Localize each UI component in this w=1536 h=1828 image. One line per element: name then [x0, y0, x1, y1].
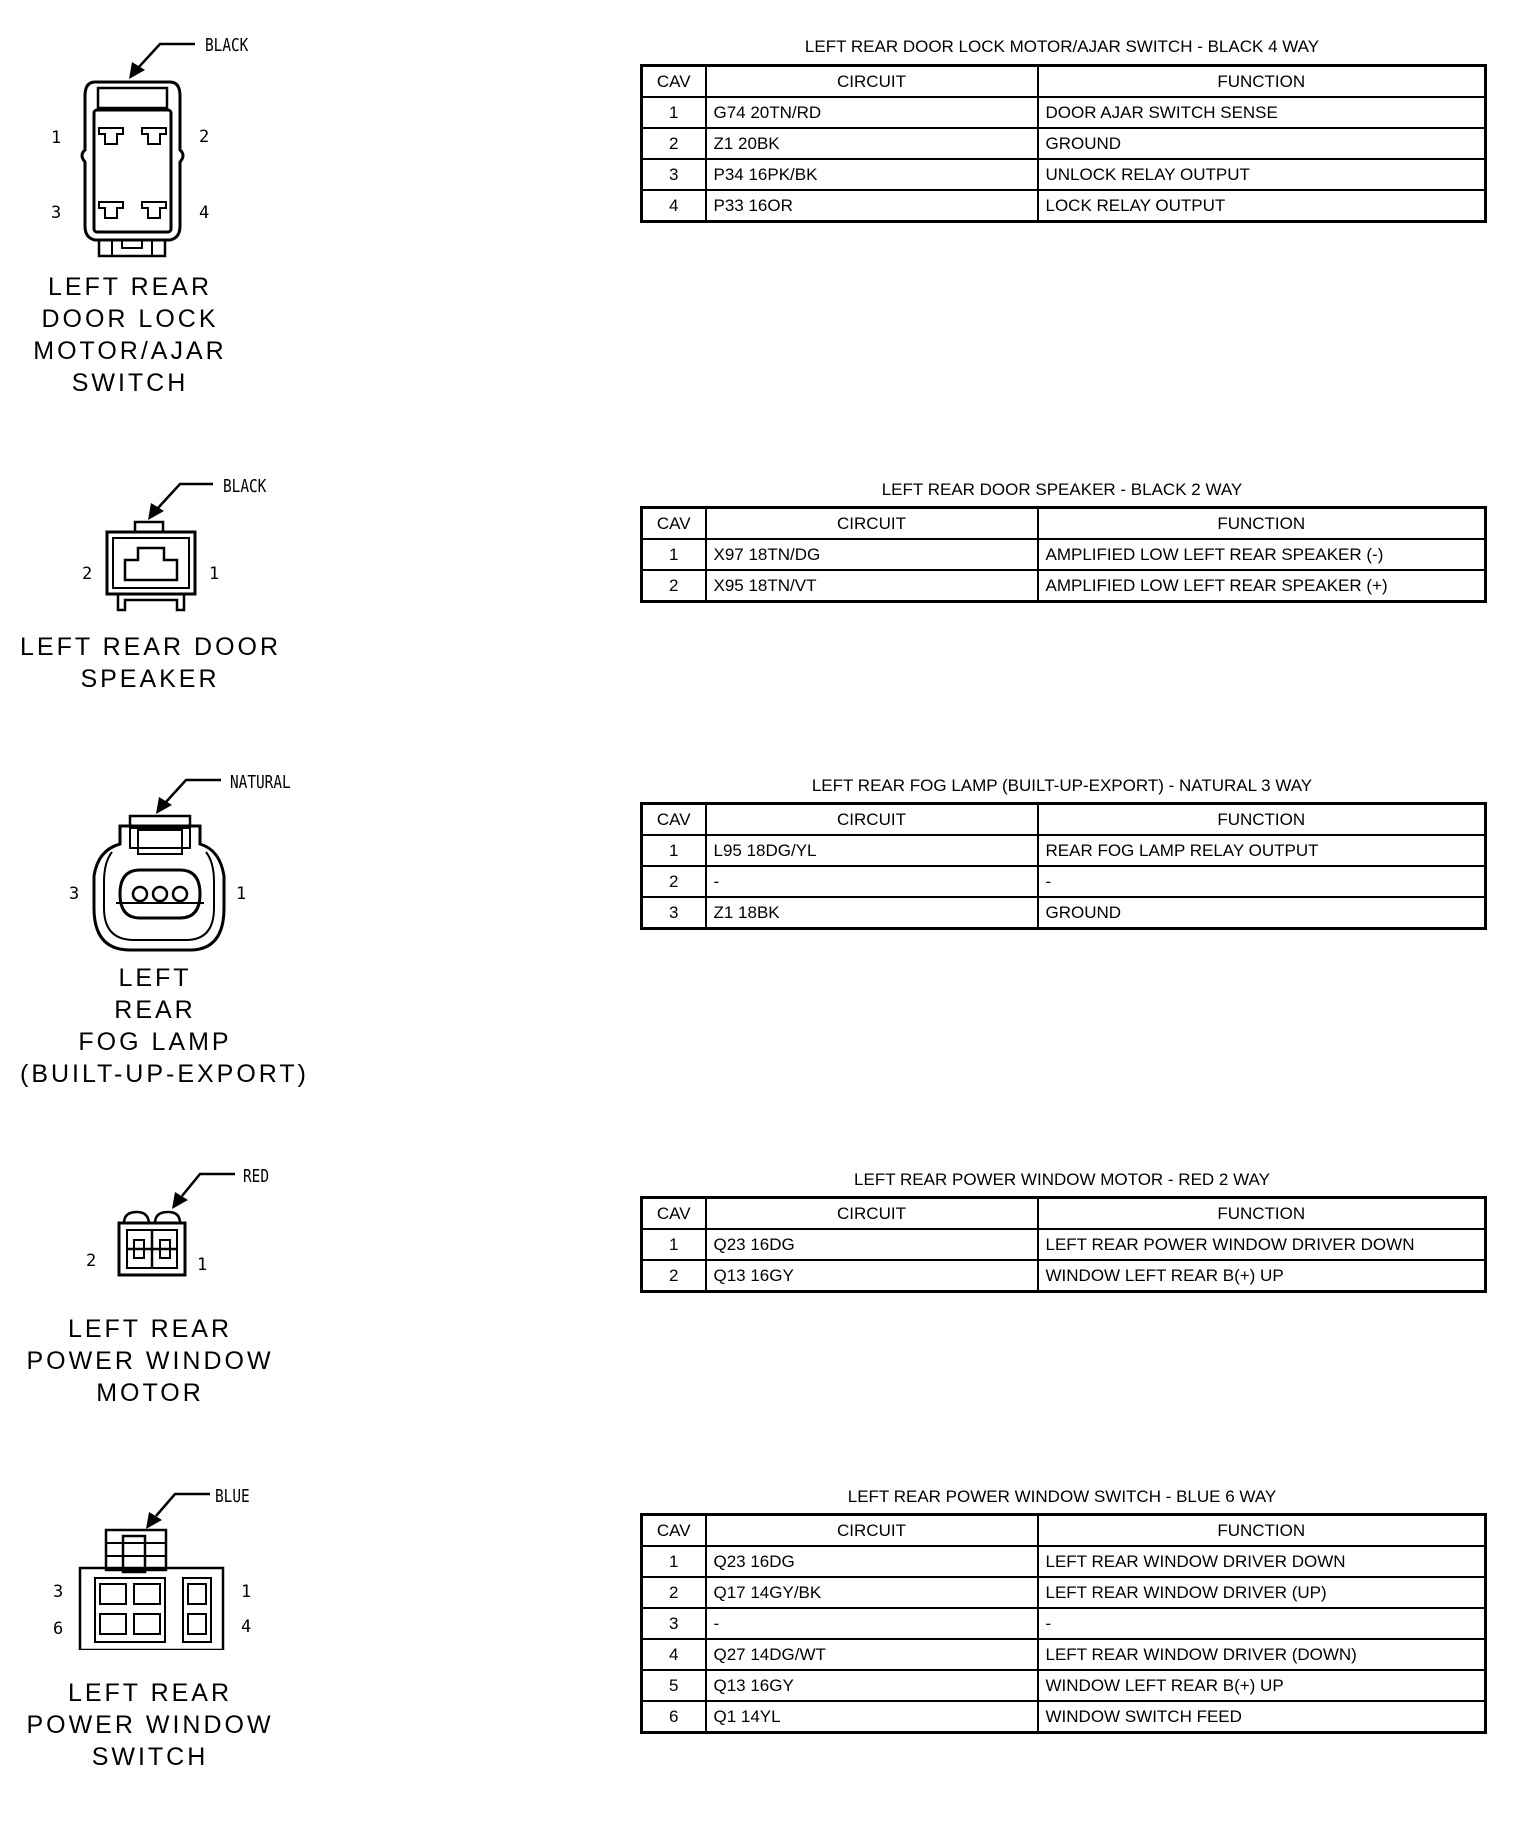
header-function: FUNCTION [1038, 1198, 1486, 1230]
cav-cell: 2 [642, 128, 706, 159]
pin-label: 6 [53, 1619, 64, 1639]
cav-cell: 2 [642, 866, 706, 897]
circuit-cell: P33 16OR [706, 190, 1038, 222]
connector-name-line: LEFT [118, 964, 192, 992]
circuit-cell: L95 18DG/YL [706, 835, 1038, 866]
cav-cell: 1 [642, 1546, 706, 1577]
header-circuit: CIRCUIT [706, 66, 1038, 98]
function-cell: WINDOW LEFT REAR B(+) UP [1038, 1260, 1486, 1292]
pin-label: 1 [51, 128, 62, 148]
table-row [642, 1229, 1486, 1260]
header-circuit: CIRCUIT [706, 1515, 1038, 1547]
table-header-row [642, 804, 1486, 836]
function-cell: GROUND [1038, 897, 1486, 929]
connector-name-line: REAR [114, 996, 196, 1024]
pin-label: 1 [209, 564, 220, 584]
color-label: BLUE [215, 1486, 250, 1507]
connector-name [20, 1677, 280, 1773]
cav-cell: 1 [642, 539, 706, 570]
function-cell: AMPLIFIED LOW LEFT REAR SPEAKER (-) [1038, 539, 1486, 570]
function-cell: DOOR AJAR SWITCH SENSE [1038, 97, 1486, 128]
cav-cell: 5 [642, 1670, 706, 1701]
table-row [642, 1546, 1486, 1577]
connector-drawing-speaker [0, 440, 320, 620]
connector-name [20, 631, 280, 695]
table-row [642, 190, 1486, 222]
header-circuit: CIRCUIT [706, 804, 1038, 836]
table-row [642, 159, 1486, 190]
circuit-cell: Q17 14GY/BK [706, 1577, 1038, 1608]
pin-label: 3 [69, 884, 80, 904]
circuit-cell: G74 20TN/RD [706, 97, 1038, 128]
table-header-row [642, 1198, 1486, 1230]
table-row [642, 1670, 1486, 1701]
cav-cell: 2 [642, 1577, 706, 1608]
circuit-cell: X95 18TN/VT [706, 570, 1038, 602]
circuit-cell: Q23 16DG [706, 1546, 1038, 1577]
circuit-cell: Z1 18BK [706, 897, 1038, 929]
pin-label: 1 [236, 884, 247, 904]
cav-cell: 2 [642, 570, 706, 602]
header-function: FUNCTION [1038, 66, 1486, 98]
connector-name-line: SWITCH [71, 369, 189, 397]
function-cell: LEFT REAR WINDOW DRIVER (DOWN) [1038, 1639, 1486, 1670]
header-function: FUNCTION [1038, 1515, 1486, 1547]
connector-name [20, 962, 309, 1090]
table-row [642, 866, 1486, 897]
circuit-cell: P34 16PK/BK [706, 159, 1038, 190]
pinout-table [640, 1196, 1487, 1293]
connector-name-line: MOTOR/AJAR [33, 337, 227, 365]
connector-name-line: POWER WINDOW [26, 1711, 274, 1739]
connector-drawing-lock [0, 0, 320, 280]
header-cav: CAV [642, 66, 706, 98]
function-cell: REAR FOG LAMP RELAY OUTPUT [1038, 835, 1486, 866]
cav-cell: 3 [642, 897, 706, 929]
connector-name-line: LEFT REAR [67, 1679, 233, 1707]
color-label: NATURAL [230, 772, 291, 793]
connector-name [20, 1313, 280, 1409]
table-header-row [642, 508, 1486, 540]
function-cell: WINDOW LEFT REAR B(+) UP [1038, 1670, 1486, 1701]
circuit-cell: Z1 20BK [706, 128, 1038, 159]
color-label: BLACK [205, 35, 249, 56]
header-cav: CAV [642, 1515, 706, 1547]
connector-drawing-fog [0, 736, 320, 956]
table-row [642, 835, 1486, 866]
function-cell: LOCK RELAY OUTPUT [1038, 190, 1486, 222]
table-title: LEFT REAR POWER WINDOW MOTOR - RED 2 WAY [854, 1170, 1270, 1189]
circuit-cell: - [706, 866, 1038, 897]
pin-label: 2 [199, 127, 210, 147]
pin-label: 4 [199, 203, 210, 223]
connector-name-line: SPEAKER [80, 665, 220, 693]
function-cell: GROUND [1038, 128, 1486, 159]
table-title: LEFT REAR FOG LAMP (BUILT-UP-EXPORT) - NATURAL 3 WAY [811, 776, 1313, 795]
connector-name-line: LEFT REAR DOOR [20, 633, 282, 661]
pin-label: 2 [82, 564, 93, 584]
connector-name-line: POWER WINDOW [26, 1347, 274, 1375]
circuit-cell: - [706, 1608, 1038, 1639]
function-cell: - [1038, 1608, 1486, 1639]
pinout-table [640, 64, 1487, 223]
connector-name-line: LEFT REAR [47, 273, 213, 301]
pinout-table [640, 802, 1487, 930]
table-row [642, 1701, 1486, 1733]
pin-label: 2 [86, 1251, 97, 1271]
header-function: FUNCTION [1038, 804, 1486, 836]
header-cav: CAV [642, 1198, 706, 1230]
function-cell: AMPLIFIED LOW LEFT REAR SPEAKER (+) [1038, 570, 1486, 602]
cav-cell: 4 [642, 190, 706, 222]
pin-label: 4 [241, 1617, 252, 1637]
function-cell: WINDOW SWITCH FEED [1038, 1701, 1486, 1733]
circuit-cell: Q1 14YL [706, 1701, 1038, 1733]
pin-label: 1 [241, 1582, 252, 1602]
circuit-cell: X97 18TN/DG [706, 539, 1038, 570]
table-row [642, 1260, 1486, 1292]
table-row [642, 570, 1486, 602]
connector-name-line: (BUILT-UP-EXPORT) [20, 1060, 309, 1088]
circuit-cell: Q23 16DG [706, 1229, 1038, 1260]
pin-label: 1 [197, 1255, 208, 1275]
connector-name [10, 271, 250, 399]
cav-cell: 4 [642, 1639, 706, 1670]
table-title: LEFT REAR DOOR SPEAKER - BLACK 2 WAY [881, 480, 1243, 499]
table-row [642, 897, 1486, 929]
table-row [642, 1639, 1486, 1670]
function-cell: LEFT REAR POWER WINDOW DRIVER DOWN [1038, 1229, 1486, 1260]
connector-drawing-switch [0, 1450, 320, 1650]
table-title: LEFT REAR DOOR LOCK MOTOR/AJAR SWITCH - BLACK 4 WAY [804, 37, 1320, 56]
connector-name-line: MOTOR [96, 1379, 204, 1407]
connector-name-line: SWITCH [91, 1743, 209, 1771]
circuit-cell: Q27 14DG/WT [706, 1639, 1038, 1670]
connector-drawing-motor [0, 1130, 320, 1310]
cav-cell: 2 [642, 1260, 706, 1292]
cav-cell: 3 [642, 159, 706, 190]
function-cell: LEFT REAR WINDOW DRIVER DOWN [1038, 1546, 1486, 1577]
circuit-cell: Q13 16GY [706, 1260, 1038, 1292]
table-row [642, 97, 1486, 128]
function-cell: LEFT REAR WINDOW DRIVER (UP) [1038, 1577, 1486, 1608]
header-circuit: CIRCUIT [706, 508, 1038, 540]
table-title: LEFT REAR POWER WINDOW SWITCH - BLUE 6 WAY [847, 1487, 1277, 1506]
cav-cell: 1 [642, 835, 706, 866]
table-row [642, 128, 1486, 159]
pinout-table [640, 1513, 1487, 1734]
pin-label: 3 [53, 1582, 64, 1602]
table-row [642, 539, 1486, 570]
cav-cell: 1 [642, 1229, 706, 1260]
cav-cell: 3 [642, 1608, 706, 1639]
pinout-table [640, 506, 1487, 603]
color-label: BLACK [223, 476, 267, 497]
connector-name-line: DOOR LOCK [41, 305, 219, 333]
table-row [642, 1577, 1486, 1608]
header-cav: CAV [642, 804, 706, 836]
circuit-cell: Q13 16GY [706, 1670, 1038, 1701]
connector-name-line: LEFT REAR [67, 1315, 233, 1343]
color-label: RED [243, 1166, 270, 1187]
function-cell: - [1038, 866, 1486, 897]
function-cell: UNLOCK RELAY OUTPUT [1038, 159, 1486, 190]
table-header-row [642, 66, 1486, 98]
header-function: FUNCTION [1038, 508, 1486, 540]
table-row [642, 1608, 1486, 1639]
connector-name-line: FOG LAMP [78, 1028, 232, 1056]
cav-cell: 1 [642, 97, 706, 128]
header-cav: CAV [642, 508, 706, 540]
pin-label: 3 [51, 203, 62, 223]
cav-cell: 6 [642, 1701, 706, 1733]
header-circuit: CIRCUIT [706, 1198, 1038, 1230]
table-header-row [642, 1515, 1486, 1547]
